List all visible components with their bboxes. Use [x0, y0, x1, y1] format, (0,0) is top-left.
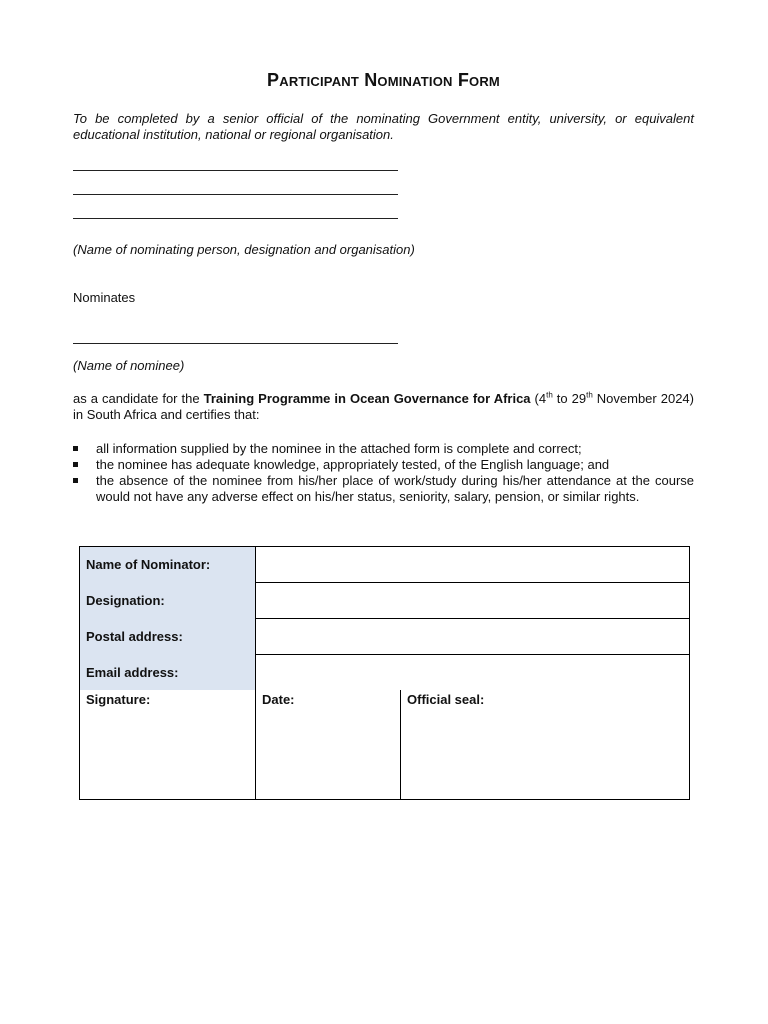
document-page	[73, 70, 694, 505]
list-item-text: the absence of the nominee from his/her place of work/study during his/her attendance at the course would not have any adverse effect on his/her status, seniority, salary, pension, or similar rights.	[96, 473, 694, 504]
designation-field[interactable]	[262, 582, 687, 619]
nominee-line-wrap	[73, 343, 694, 344]
postal-address-cell[interactable]	[256, 619, 690, 655]
signature-label: Signature:	[86, 692, 151, 707]
table-row	[80, 655, 690, 691]
list-item-text: the nominee has adequate knowledge, appropriately tested, of the English language; and	[96, 457, 610, 472]
name-of-nominator-cell[interactable]	[256, 547, 690, 583]
candidate-text-3: to 29	[552, 391, 587, 406]
email-address-field[interactable]	[262, 654, 687, 691]
nominator-line-3	[73, 218, 398, 219]
nominator-line-1	[73, 170, 398, 171]
official-seal-label: Official seal:	[407, 692, 485, 707]
table-row	[80, 619, 690, 655]
square-bullet-icon	[73, 462, 78, 467]
programme-name: Training Programme in Ocean Governance for Africa	[203, 391, 531, 406]
page-title: Participant Nomination Form	[267, 70, 500, 90]
official-seal-cell[interactable]	[401, 690, 690, 800]
designation-cell[interactable]	[256, 583, 690, 619]
candidate-text-4: November 2024) in South Africa and certifies that:	[73, 391, 694, 422]
table-row	[80, 690, 690, 800]
nominee-line	[73, 343, 398, 344]
candidate-text-2: (4	[530, 391, 547, 406]
name-of-nominator-label: Name of Nominator:	[80, 547, 256, 583]
nominator-lines	[73, 170, 694, 219]
nominates-label: Nominates	[73, 290, 136, 305]
square-bullet-icon	[73, 446, 78, 451]
certification-list	[73, 441, 694, 505]
nominator-caption: (Name of nominating person, designation and organisation)	[73, 242, 415, 257]
list-item	[73, 473, 694, 505]
nominator-line-2	[73, 194, 398, 195]
list-item	[73, 457, 694, 473]
table-row	[80, 547, 690, 583]
intro-instructions: To be completed by a senior official of the nominating Government entity, university, or equivalent educational institution, national or regional organisation.	[73, 111, 694, 142]
list-item	[73, 441, 694, 457]
sup-th-1: th	[546, 390, 553, 400]
name-of-nominator-field[interactable]	[262, 546, 687, 583]
list-item-text: all information supplied by the nominee in the attached form is complete and correct;	[96, 441, 582, 456]
date-cell[interactable]	[256, 690, 401, 800]
table-row	[80, 583, 690, 619]
sup-th-2: th	[586, 390, 593, 400]
date-label: Date:	[262, 692, 295, 707]
candidate-text-1: as a candidate for the	[73, 391, 204, 406]
nominee-caption: (Name of nominee)	[73, 358, 185, 373]
email-address-label: Email address:	[80, 655, 256, 691]
postal-address-label: Postal address:	[80, 619, 256, 655]
postal-address-field[interactable]	[262, 618, 687, 655]
signature-cell[interactable]	[80, 690, 256, 800]
designation-label: Designation:	[80, 583, 256, 619]
square-bullet-icon	[73, 478, 78, 483]
nominator-details-table	[79, 546, 690, 800]
email-address-cell[interactable]	[256, 655, 690, 691]
candidate-statement	[73, 391, 694, 423]
